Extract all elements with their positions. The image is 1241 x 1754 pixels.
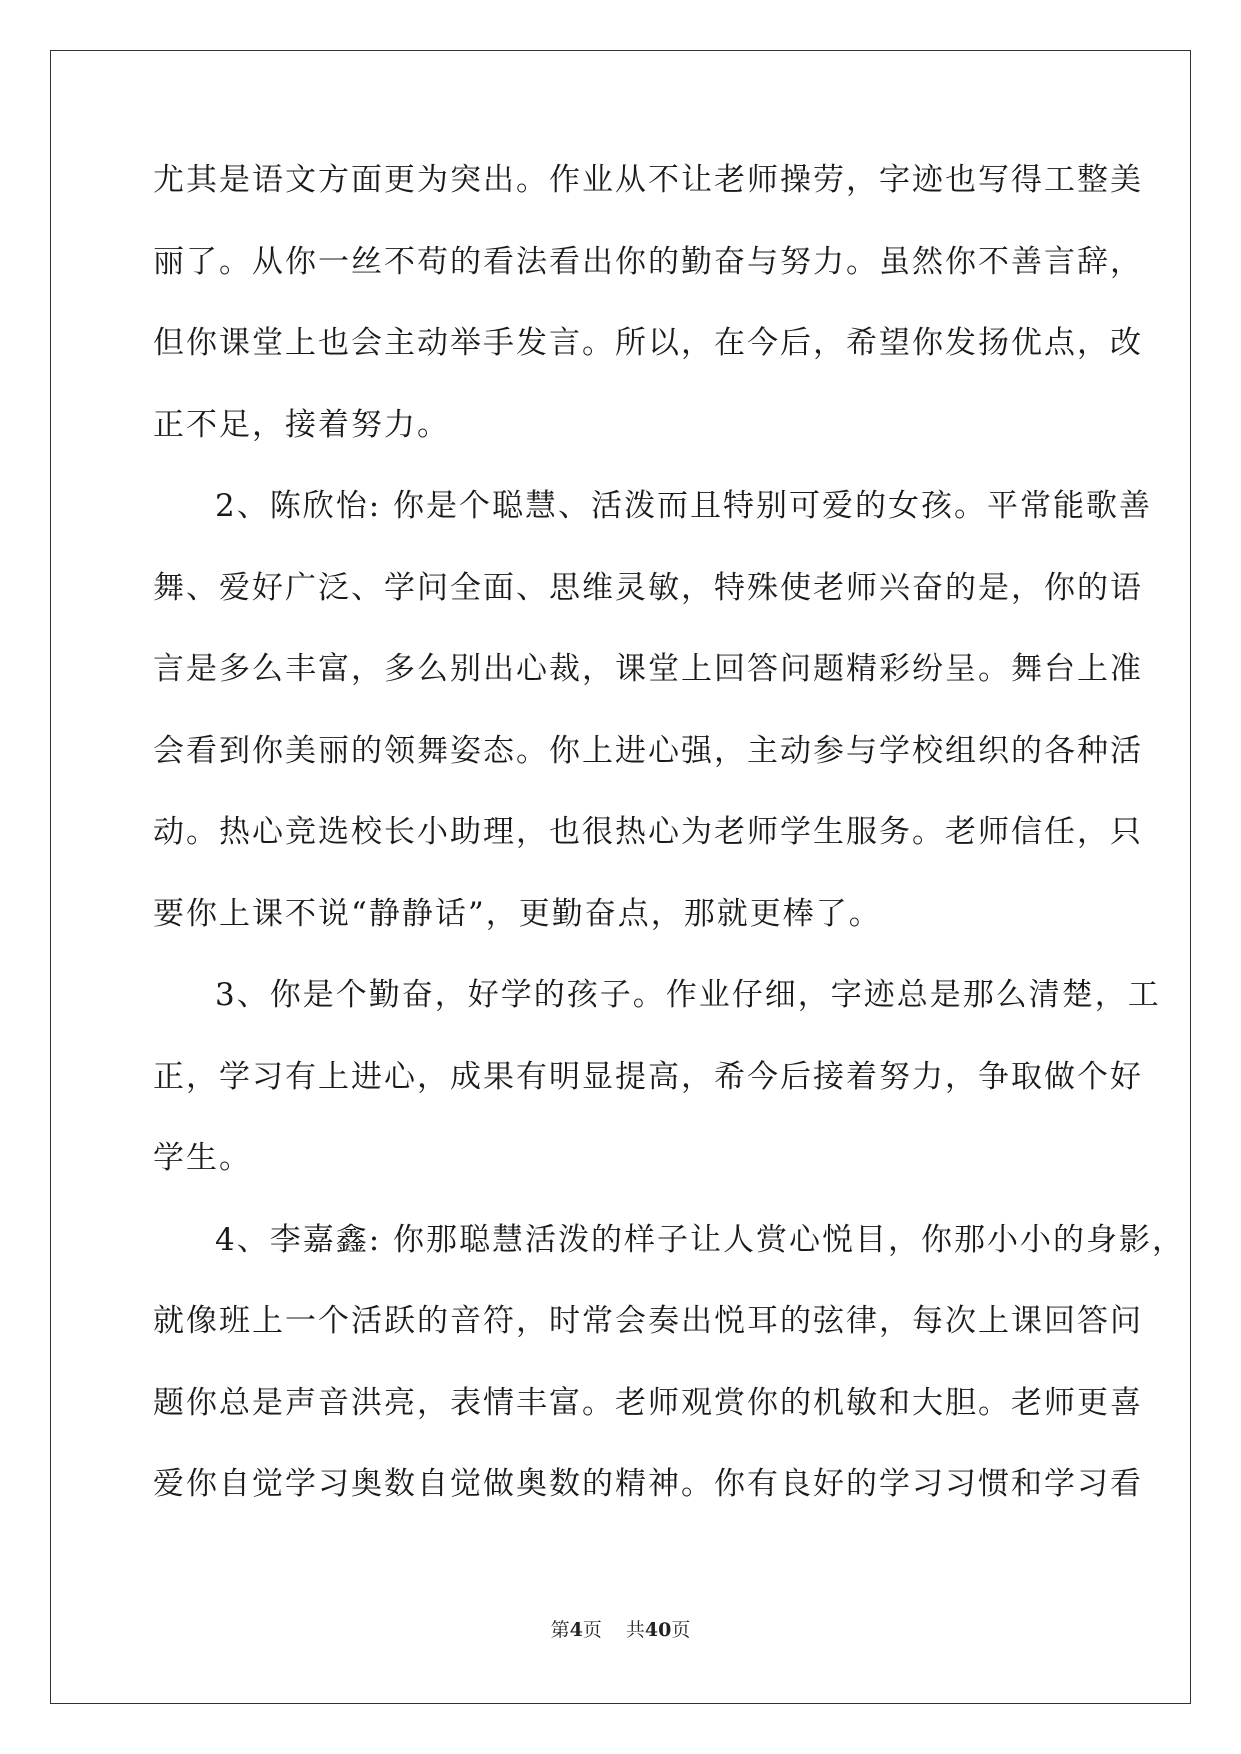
text-line: 要你上课不说“静静话”，更勤奋点，那就更棒了。 — [153, 895, 882, 932]
paragraph-start-line: 3、你是个勤奋，好学的孩子。作业仔细，字迹总是那么清楚，工 — [215, 977, 1161, 1013]
text-line: 学生。 — [153, 1140, 252, 1176]
text-line: 就像班上一个活跃的音符，时常会奏出悦耳的弦律，每次上课回答问 — [153, 1303, 1143, 1339]
text-line: 但你课堂上也会主动举手发言。所以，在今后，希望你发扬优点，改 — [153, 325, 1143, 361]
text-line: 正不足，接着努力。 — [153, 406, 450, 443]
page-suffix: 页 — [582, 1619, 602, 1641]
text-line: 题你总是声音洪亮，表情丰富。老师观赏你的机敏和大胆。老师更喜 — [153, 1384, 1143, 1421]
text-line: 会看到你美丽的领舞姿态。你上进心强，主动参与学校组织的各种活 — [153, 732, 1143, 769]
page-number: 4 — [569, 1619, 583, 1641]
text-line: 舞、爱好广泛、学问全面、思维灵敏，特殊使老师兴奋的是，你的语 — [153, 569, 1143, 606]
total-pages: 40 — [644, 1619, 672, 1641]
page-footer — [0, 1615, 1241, 1642]
text-line: 爱你自觉学习奥数自觉做奥数的精神。你有良好的学习习惯和学习看 — [153, 1466, 1143, 1502]
total-prefix: 共 — [625, 1619, 645, 1641]
page-prefix: 第 — [550, 1619, 570, 1641]
document-body — [153, 160, 1186, 1546]
text-line: 动。热心竞选校长小助理，也很热心为老师学生服务。老师信任，只 — [153, 814, 1143, 850]
text-line: 言是多么丰富，多么别出心裁，课堂上回答问题精彩纷呈。舞台上准 — [153, 651, 1143, 687]
text-line: 尤其是语文方面更为突出。作业从不让老师操劳，字迹也写得工整美 — [153, 162, 1143, 198]
text-line: 丽了。从你一丝不苟的看法看出你的勤奋与努力。虽然你不善言辞， — [153, 243, 1143, 280]
paragraph-start-line: 2、陈欣怡: 你是个聪慧、活泼而且特别可爱的女孩。平常能歌善 — [215, 488, 1153, 524]
paragraph-start-line: 4、李嘉鑫: 你那聪慧活泼的样子让人赏心悦目，你那小小的身影， — [215, 1221, 1186, 1258]
text-line: 正，学习有上进心，成果有明显提高，希今后接着努力，争取做个好 — [153, 1058, 1143, 1095]
total-suffix: 页 — [671, 1619, 691, 1641]
